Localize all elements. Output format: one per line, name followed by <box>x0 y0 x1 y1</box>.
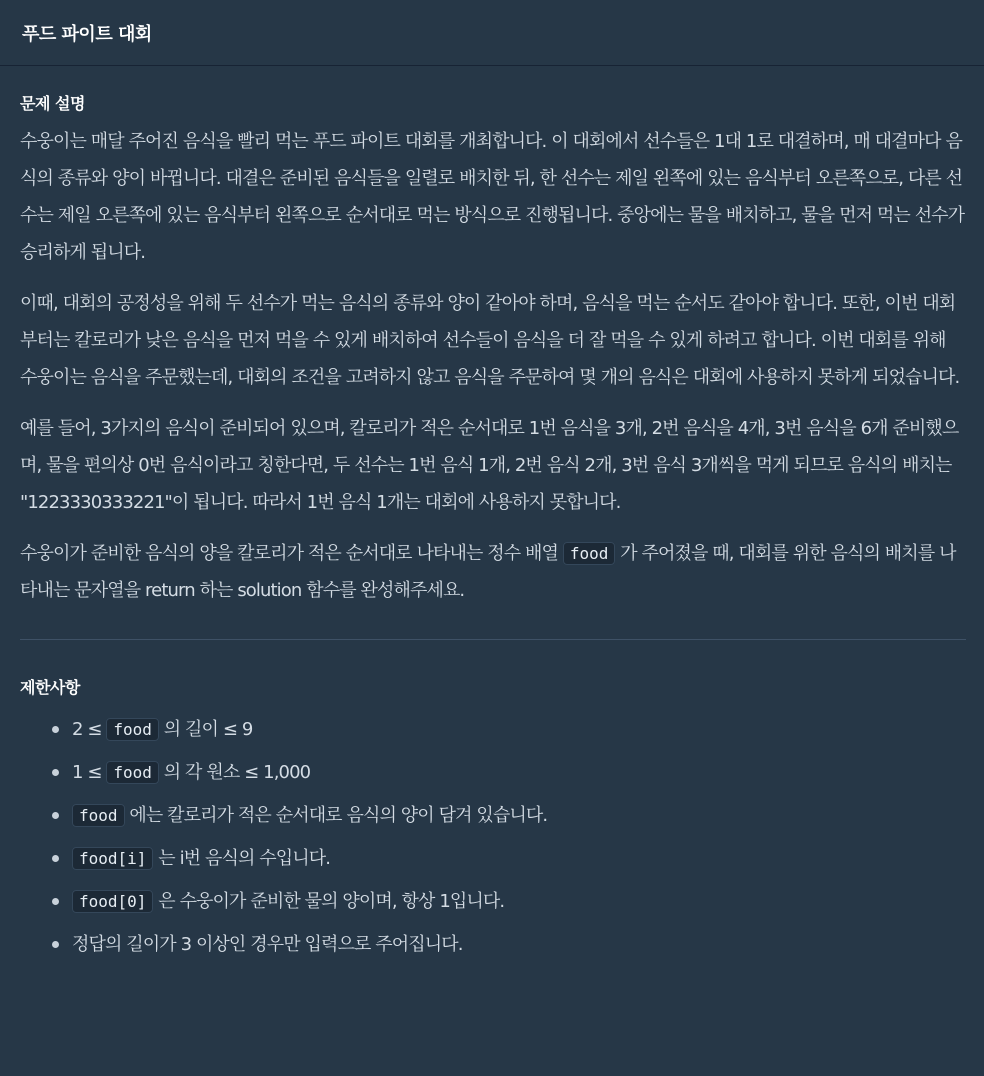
code-food-0: food[0] <box>72 890 153 913</box>
constraint-item <box>50 880 966 923</box>
constraints-heading: 제한사항 <box>20 678 80 697</box>
constraint-text: 정답의 길이가 3 이상인 경우만 입력으로 주어집니다. <box>72 934 463 955</box>
constraints-list <box>20 708 966 966</box>
constraint-text: 는 i번 음식의 수입니다. <box>153 848 331 869</box>
constraint-item <box>50 837 966 880</box>
code-food-i: food[i] <box>72 847 153 870</box>
constraint-text: 의 각 원소 ≤ 1,000 <box>158 762 311 783</box>
constraint-item <box>50 923 966 966</box>
code-food: food <box>563 542 616 565</box>
constraint-item <box>50 708 966 751</box>
paragraph-text: 가 주어졌을 때, 대회를 위한 음식의 배치를 나타내는 문자열을 return 하는 solution 함수를 완성해주세요. <box>20 543 956 601</box>
page-header <box>0 0 984 66</box>
constraint-text: 에는 칼로리가 적은 순서대로 음식의 양이 담겨 있습니다. <box>124 805 548 826</box>
constraint-item <box>50 751 966 794</box>
description-heading: 문제 설명 <box>20 94 85 113</box>
constraint-item <box>50 794 966 837</box>
code-food: food <box>106 718 159 741</box>
problem-content <box>0 66 984 966</box>
paragraph-text: 수웅이가 준비한 음식의 양을 칼로리가 적은 순서대로 나타내는 정수 배열 <box>20 543 563 564</box>
code-food: food <box>106 761 159 784</box>
code-food: food <box>72 804 125 827</box>
description-paragraph-1: 수웅이는 매달 주어진 음식을 빨리 먹는 푸드 파이트 대회를 개최합니다. 이 대회에서 선수들은 1대 1로 대결하며, 매 대결마다 음식의 종류와 양이 바뀝니다. 대결은 준비된 음식들을 일렬로 배치한 뒤, 한 선수는 제일 왼쪽에 있는 음식부터 오른쪽으로, 다른 선수는 제일 오른쪽에 있는 음식부터 왼쪽으로 순서대로 먹는 방식으로 진행됩니다. 중앙에는 물을 배치하고, 물을 먼저 먹는 선수가 승리하게 됩니다. <box>20 131 965 263</box>
constraint-text: 2 ≤ <box>72 719 107 740</box>
constraint-text: 1 ≤ <box>72 762 107 783</box>
description-paragraph-2: 이때, 대회의 공정성을 위해 두 선수가 먹는 음식의 종류와 양이 같아야 하며, 음식을 먹는 순서도 같아야 합니다. 또한, 이번 대회부터는 칼로리가 낮은 음식을 먼저 먹을 수 있게 배치하여 선수들이 음식을 더 잘 먹을 수 있게 하려고 합니다. 이번 대회를 위해 수웅이는 음식을 주문했는데, 대회의 조건을 고려하지 않고 음식을 주문하여 몇 개의 음식은 대회에 사용하지 못하게 되었습니다. <box>20 293 960 388</box>
description-paragraph-3: 예를 들어, 3가지의 음식이 준비되어 있으며, 칼로리가 적은 순서대로 1번 음식을 3개, 2번 음식을 4개, 3번 음식을 6개 준비했으며, 물을 편의상 0번 음식이라고 칭한다면, 두 선수는 1번 음식 1개, 2번 음식 2개, 3번 음식 3개씩을 먹게 되므로 음식의 배치는 "1223330333221"이 됩니다. 따라서 1번 음식 1개는 대회에 사용하지 못합니다. <box>20 418 959 513</box>
description-paragraph-4 <box>20 535 966 609</box>
constraint-text: 은 수웅이가 준비한 물의 양이며, 항상 1입니다. <box>153 891 505 912</box>
constraint-text: 의 길이 ≤ 9 <box>158 719 253 740</box>
problem-title: 푸드 파이트 대회 <box>22 23 152 45</box>
